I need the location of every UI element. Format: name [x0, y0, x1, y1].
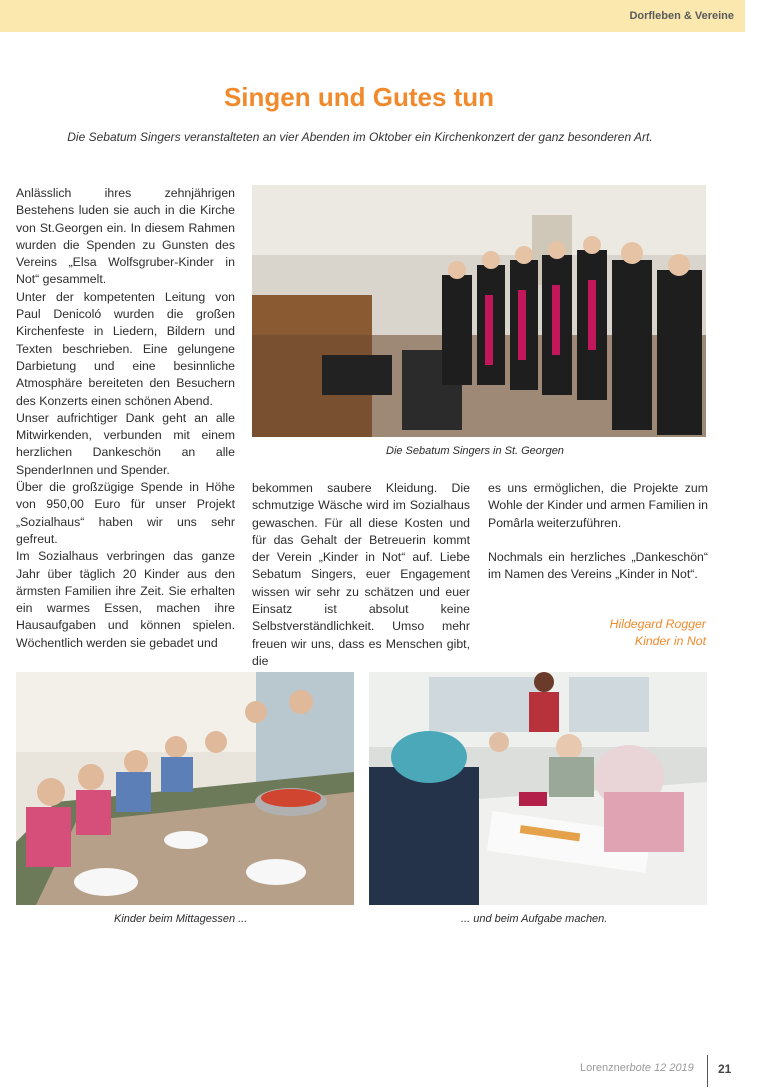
issue-date: 12 2019	[654, 1062, 694, 1074]
author-signature	[610, 616, 706, 650]
lunch-photo	[16, 672, 354, 905]
text-column-1	[16, 185, 235, 652]
paragraph: Über die großzügige Spende in Höhe von 950,00 Euro für unser Projekt „Sozialhaus“ haben wir uns sehr gefreut.	[16, 480, 235, 546]
magazine-name-a: Lorenzner	[580, 1062, 630, 1074]
magazine-name-b: bote	[629, 1062, 651, 1074]
paragraph: Im Sozialhaus verbringen das ganze Jahr über täglich 20 Kinder aus den ärmsten Familien ihre Zeit. Sie erhalten ein warmes Essen, machen ihre Hausaufgaben und können spielen. Wöchentlich werden sie gebadet und	[16, 549, 235, 650]
paragraph: Nochmals ein herzliches „Dankeschön“ im Namen des Vereins „Kinder in Not“.	[488, 549, 708, 582]
magazine-footer	[580, 1062, 694, 1074]
author-name: Hildegard Rogger	[609, 617, 706, 631]
homework-photo	[369, 672, 707, 905]
choir-photo	[252, 185, 706, 437]
paragraph: bekommen saubere Kleidung. Die schmutzige Wäsche wird im Sozialhaus gewaschen. Für all diese Kosten und für das Gehalt der Betreuerin kommt der Verein „Kinder in Not“ auf. Liebe Sebatum Singers, euer Engagement wissen wir sehr zu schätzen und euer Einsatz ist absolut keine Selbstverständlichkeit. Umso mehr freuen wir uns, dass es Menschen gibt, die	[252, 481, 470, 668]
paragraph: Anlässlich ihres zehnjährigen Bestehens luden sie auch in die Kirche von St.Georgen ein. In diesem Rahmen wurden die Spenden zu Gunsten des Vereins „Elsa Wolfsgruber-Kinder in Not“ gesammelt.	[16, 186, 235, 287]
paragraph: es uns ermöglichen, die Projekte zum Wohle der Kinder und armen Familien in Pomârla weiterzuführen.	[488, 481, 708, 530]
footer-divider	[707, 1055, 708, 1087]
paragraph: Unter der kompetenten Leitung von Paul Denicoló wurden die großen Kirchenfeste in Liedern, Bildern und Texten beschrieben. Eine gelungene Darbietung und eine besinnliche Atmosphäre bereiteten den Besuchern des Konzerts einen schönen Abend.	[16, 289, 235, 408]
text-column-3	[488, 480, 708, 583]
author-org: Kinder in Not	[634, 634, 706, 648]
article-title: Singen und Gutes tun	[223, 82, 495, 112]
paragraph: Unser aufrichtiger Dank geht an alle Mitwirkenden, verbunden mit einem herzlichen Dankeschön an alle SpenderInnen und Spender.	[16, 410, 235, 477]
choir-caption: Die Sebatum Singers in St. Georgen	[386, 445, 564, 457]
article-subtitle: Die Sebatum Singers veranstalteten an vier Abenden im Oktober ein Kirchenkonzert der ganz besonderen Art.	[67, 130, 653, 144]
homework-caption: ... und beim Aufgabe machen.	[461, 913, 608, 925]
section-label: Dorfleben & Vereine	[629, 10, 734, 22]
lunch-caption: Kinder beim Mittagessen ...	[114, 913, 248, 925]
text-column-2	[252, 480, 470, 670]
page-number: 21	[718, 1062, 732, 1076]
